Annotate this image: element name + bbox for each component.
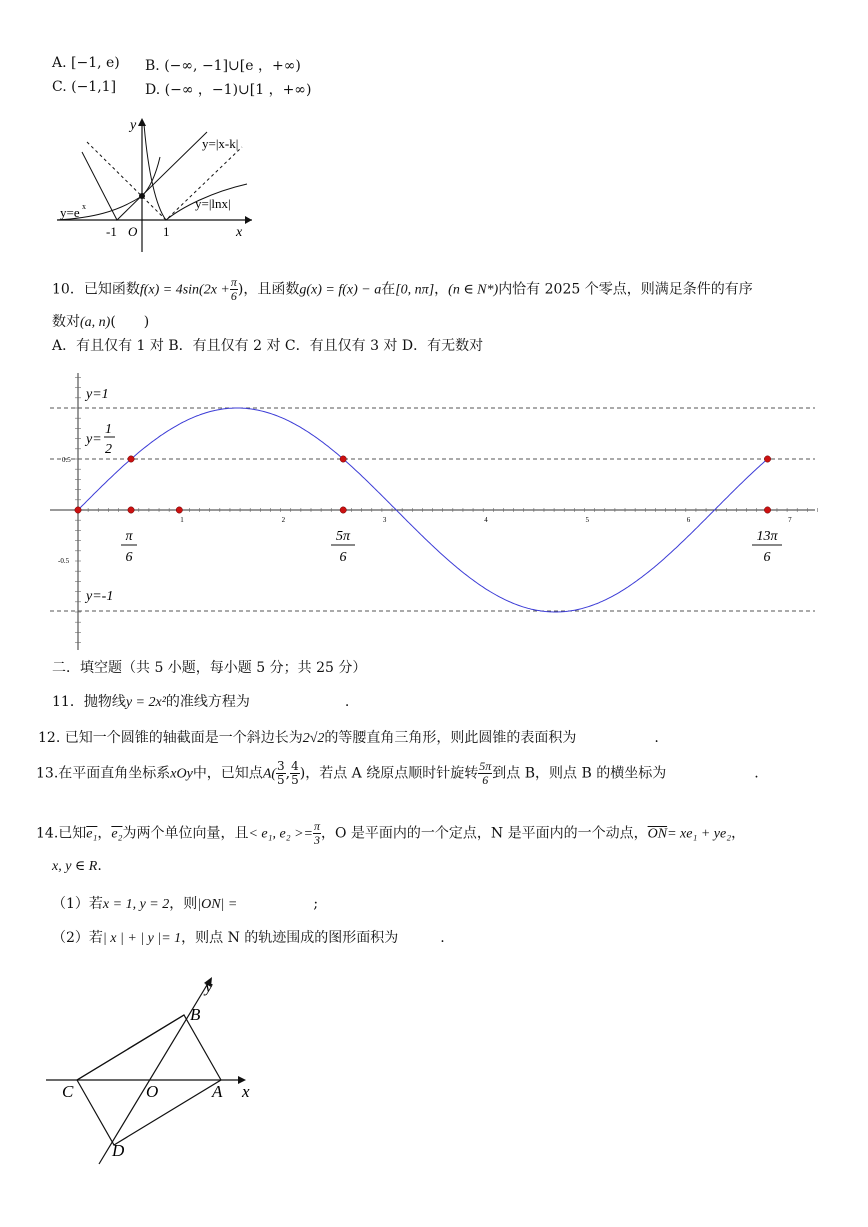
q14-text-b: ， <box>97 825 112 842</box>
graph-point <box>764 507 770 513</box>
xtick-label: 1 <box>180 516 184 524</box>
q14-p2-end: . <box>440 930 445 946</box>
ytick-half: 0.5 <box>62 456 71 464</box>
q13-close: ) <box>299 765 306 782</box>
q10-line1 <box>52 276 753 303</box>
q13-frac1 <box>276 760 286 787</box>
q10-gx: g(x) = f(x) − a <box>299 282 382 298</box>
q14-line2 <box>52 858 102 875</box>
q14-p1-cond: x = 1, y = 2 <box>102 897 170 912</box>
q10-text-c: 在 <box>381 281 396 298</box>
q14-end1: ， <box>731 825 746 842</box>
q10-text-d: ， <box>434 281 449 298</box>
q13-A: A( <box>262 766 277 782</box>
q14-line2-math: x, y ∈ R <box>52 859 98 874</box>
xlabel-5pi6-den: 6 <box>339 550 347 565</box>
sine-graph <box>0 365 868 655</box>
graph-points <box>75 456 771 513</box>
q9-intersection-point <box>139 193 145 199</box>
q14-p2-cond: | x | + | y |= 1 <box>102 931 182 946</box>
q14-line1 <box>36 820 745 847</box>
xlabel-pi6-num: π <box>125 529 133 544</box>
q9-abs-curve-solid <box>82 132 207 220</box>
q14-part2 <box>52 927 445 947</box>
q14-p1-b: ，则 <box>169 896 198 912</box>
q14-on-eq: = xe₁ + ye₂ <box>667 826 732 842</box>
xlabel-13pi6-den: 6 <box>763 550 771 565</box>
xlabel-pi6-den: 6 <box>125 550 133 565</box>
q10-choices: A．有且仅有 1 对 B．有且仅有 2 对 C．有且仅有 3 对 D．有无数对 <box>52 338 484 354</box>
q9-option-d: D. (−∞ ，−1)∪[1 ，+∞) <box>145 82 312 98</box>
q14-text-d: ，O 是平面内的一个定点，N 是平面内的一个动点， <box>320 825 648 842</box>
fig2-label-d: D <box>112 1141 125 1160</box>
q9-option-b: B. (−∞, −1]∪[e ，+∞) <box>145 58 301 74</box>
q9-label-ln: y=|lnx| <box>195 196 231 211</box>
q14-figure <box>44 972 264 1172</box>
q10-interval: [0, nπ] <box>395 282 435 298</box>
q14-part1 <box>52 893 318 913</box>
xlabel-13pi6-num: 13π <box>756 529 778 544</box>
graph-point <box>340 507 346 513</box>
q13-frac3 <box>478 760 492 787</box>
q9-label-exp: y=e <box>60 205 80 220</box>
q14-p1-end: ; <box>313 896 319 912</box>
q13 <box>36 760 759 787</box>
q13-xoy: xOy <box>170 766 193 782</box>
frac-den: 6 <box>230 289 237 303</box>
xtick-label: 5 <box>585 516 589 524</box>
q13-text-a: 13.在平面直角坐标系 <box>36 765 171 782</box>
q13-end: . <box>754 765 759 782</box>
xlabel-5pi6-num: 5π <box>335 529 351 544</box>
label-ym1: y=-1 <box>86 589 114 604</box>
graph-x-tick-labels <box>180 516 792 524</box>
q9-tick-m1: -1 <box>106 224 117 239</box>
q14-e1: e₁ <box>86 826 98 842</box>
q10-line2-text: 数对 <box>52 314 80 330</box>
fig2-label-b: B <box>190 1005 201 1024</box>
graph-point <box>75 507 81 513</box>
frac-num: 5π <box>479 759 492 773</box>
xlabel-pi6 <box>121 529 137 565</box>
x-arrow-icon <box>245 216 252 224</box>
q9-label-exp-sup: x <box>82 202 86 211</box>
q14-p1-a: （1）若 <box>52 896 103 912</box>
q9-label-abs: y=|x-k| <box>202 136 239 151</box>
q14-angle: < e₁, e₂ >= <box>248 826 313 842</box>
frac-num: 3 <box>277 759 285 773</box>
graph-point <box>128 507 134 513</box>
q14-p2-a: （2）若 <box>52 930 103 946</box>
q10-fx: f(x) = 4sin(2x + <box>139 282 230 298</box>
q13-comma: , <box>285 765 291 782</box>
q14-frac <box>313 820 321 847</box>
q14-on: $\overline{ON}$ <box>647 826 668 842</box>
q12-text-b: 的等腰直角三角形，则此圆锥的表面积为 <box>324 730 577 746</box>
q9-x-label: x <box>236 225 243 240</box>
xtick-label: 4 <box>484 516 488 524</box>
q9-tick-o: O <box>128 224 138 239</box>
q9-figure <box>52 112 262 257</box>
fig2-label-c: C <box>62 1082 74 1101</box>
fig2-side-cb <box>77 1015 184 1080</box>
q9-y-label: y <box>130 118 137 133</box>
q9-option-c: C. (−1,1] <box>52 79 117 95</box>
q11-eq: y = 2x² <box>125 695 166 710</box>
fig2-label-a: A <box>212 1082 223 1101</box>
q10-text-a: 10．已知函数 <box>52 281 140 298</box>
frac-num: 4 <box>291 759 299 773</box>
q10-text-b: )，且函数 <box>237 281 300 298</box>
q12 <box>38 727 659 747</box>
q11 <box>52 691 349 711</box>
q14-line2-end: . <box>97 858 102 874</box>
frac-num: π <box>230 275 237 289</box>
frac-num: π <box>313 819 320 833</box>
label-half-den: 2 <box>105 442 112 457</box>
xlabel-5pi6 <box>331 529 355 565</box>
q11-end: . <box>344 694 350 710</box>
frac-den: 6 <box>482 773 489 787</box>
q9-option-a: A. [−1, e) <box>52 55 120 71</box>
q10-paren: ( ) <box>110 314 150 330</box>
graph-point <box>764 456 770 462</box>
q14-p2-b: ，则点 N 的轨迹围成的图形面积为 <box>181 930 399 946</box>
xtick-label: 7 <box>788 516 792 524</box>
q10-text-e: 内恰有 2025 个零点，则满足条件的有序 <box>498 281 753 298</box>
frac-den: 5 <box>291 773 299 787</box>
ytick-mhalf: -0.5 <box>58 557 70 565</box>
q12-val: 2√2 <box>302 731 325 746</box>
q10-line2 <box>52 311 149 331</box>
graph-point <box>128 456 134 462</box>
q9-tick-1: 1 <box>163 224 170 239</box>
label-half-num: 1 <box>105 422 112 437</box>
fig2-label-o: O <box>146 1082 159 1101</box>
q12-end: . <box>654 730 659 746</box>
q14-text-a: 14.已知 <box>36 825 87 842</box>
graph-point <box>176 507 182 513</box>
section2-heading: 二．填空题（共 5 小题，每小题 5 分；共 25 分） <box>52 660 367 676</box>
graph-point <box>340 456 346 462</box>
xtick-label: 3 <box>382 516 387 524</box>
q13-text-b: 中，已知点 <box>192 765 263 782</box>
q14-p1-abs: |ON| = <box>197 897 238 912</box>
q13-frac2 <box>290 760 300 787</box>
label-yhalf-prefix: y= <box>86 432 102 447</box>
fig2-x-label: x <box>242 1082 250 1101</box>
q13-text-d: 到点 B，则点 B 的横坐标为 <box>492 765 667 782</box>
y-arrow-icon <box>138 118 146 126</box>
xtick-label: 2 <box>281 516 286 524</box>
q13-text-c: ，若点 A 绕原点顺时针旋转 <box>305 765 479 782</box>
q10-ncond: (n ∈ N*) <box>448 282 499 298</box>
q14-text-c: 为两个单位向量，且 <box>122 825 249 842</box>
xtick-label: 6 <box>686 516 691 524</box>
q10-pair: (a, n) <box>80 315 111 330</box>
xlabel-13pi6 <box>752 529 782 565</box>
q11-text-a: 11．抛物线 <box>52 694 126 710</box>
q11-text-b: 的准线方程为 <box>165 694 250 710</box>
q14-e2: e₂ <box>111 826 123 842</box>
label-y1: y=1 <box>86 387 109 402</box>
frac-den: 3 <box>313 833 320 847</box>
q10-fx-frac <box>230 276 238 303</box>
fig2-y-label: y <box>205 977 213 996</box>
q12-text-a: 12. 已知一个圆锥的轴截面是一个斜边长为 <box>38 730 303 746</box>
frac-den: 5 <box>277 773 285 787</box>
